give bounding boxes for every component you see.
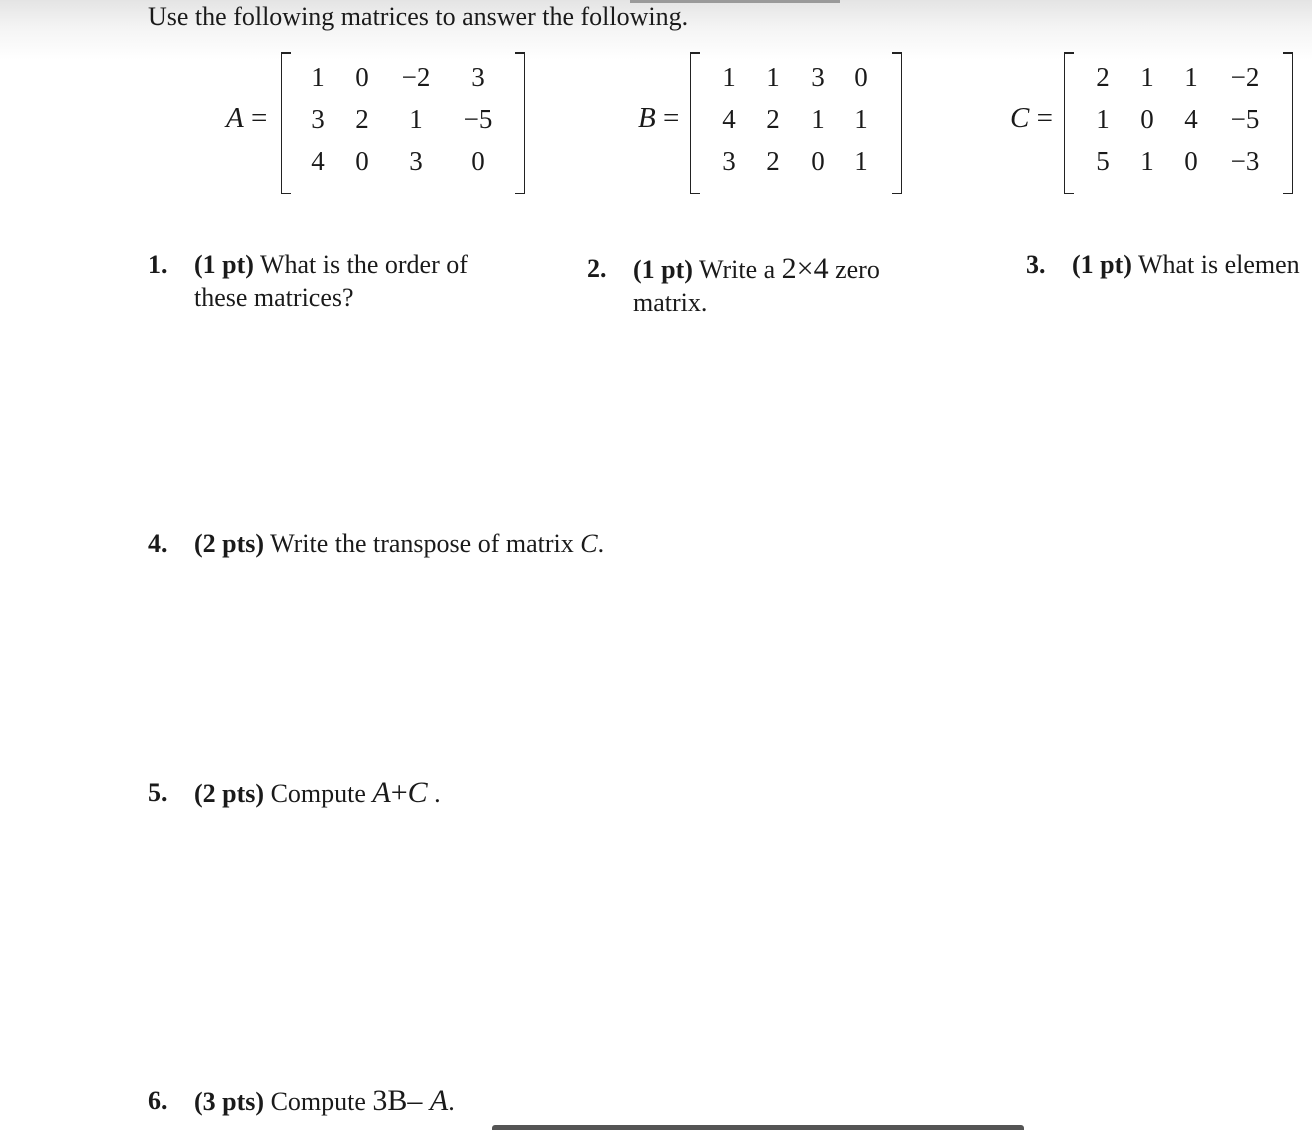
matrix-cell: 3 (311, 104, 325, 134)
question-number: 1. (148, 250, 168, 279)
question-number: 6. (148, 1086, 168, 1115)
question-text: Write the transpose of matrix (264, 529, 581, 558)
matrix-a (281, 52, 525, 194)
matrix-cell: 0 (1140, 104, 1154, 134)
matrix-cell: 1 (409, 104, 423, 134)
matrix-cell: −5 (463, 104, 493, 134)
matrix-cell: 2 (355, 104, 369, 134)
matrix-cell: 1 (311, 62, 325, 92)
matrix-cell: 1 (722, 62, 736, 92)
matrix-cell: 1 (766, 62, 780, 92)
question-number: 3. (1026, 250, 1046, 279)
matrix-cell: 1 (1140, 62, 1154, 92)
matrix-cell: 3 (471, 62, 485, 92)
matrix-a-label: A = (226, 102, 268, 134)
matrix-cell: 1 (1140, 146, 1154, 176)
matrix-cell: 4 (311, 146, 325, 176)
math-expression: A+C (372, 776, 428, 809)
matrix-variable: C (580, 529, 598, 558)
matrix-cell: 2 (766, 104, 780, 134)
question-text: What is elemen (1131, 250, 1300, 279)
question-text: zero (828, 255, 880, 284)
matrix-cell: 0 (811, 146, 825, 176)
question-text-line2: matrix. (633, 288, 708, 317)
matrix-cell: 1 (1096, 104, 1110, 134)
matrix-cell: −5 (1230, 104, 1260, 134)
math-expression: 2×4 (781, 252, 829, 285)
question-text: Compute (264, 779, 373, 808)
matrix-cell: 1 (811, 104, 825, 134)
question-points: (2 pts) (194, 529, 265, 558)
matrix-cell: 4 (722, 104, 736, 134)
matrix-cell: 1 (854, 146, 868, 176)
matrix-b (690, 52, 902, 194)
matrix-cell: 3 (811, 62, 825, 92)
matrix-cell: 3 (409, 146, 423, 176)
question-text: What is the order of (253, 250, 468, 279)
question-points: (1 pt) (633, 255, 693, 284)
matrix-cell: 1 (1184, 62, 1198, 92)
matrix-cell: 5 (1096, 146, 1110, 176)
question-number: 5. (148, 778, 168, 807)
matrix-cell: −2 (401, 62, 431, 92)
matrix-cell: 0 (471, 146, 485, 176)
matrix-cell: −2 (1230, 62, 1260, 92)
matrix-b-label: B = (638, 102, 680, 134)
matrix-c-label: C = (1010, 102, 1053, 134)
matrix-cell: 3 (722, 146, 736, 176)
matrix-cell: 2 (766, 146, 780, 176)
question-points: (3 pts) (194, 1087, 265, 1116)
matrix-cell: 2 (1096, 62, 1110, 92)
bottom-edge-bar (492, 1125, 1024, 1130)
matrix-cell: 0 (355, 146, 369, 176)
matrix-cell: 4 (1184, 104, 1198, 134)
question-points: (2 pts) (194, 779, 265, 808)
question-points: (1 pt) (194, 250, 254, 279)
matrix-cell: −3 (1230, 146, 1260, 176)
question-text: Write a (692, 255, 782, 284)
matrix-c (1064, 52, 1293, 194)
intro-text: Use the following matrices to answer the following. (148, 2, 689, 31)
question-number: 4. (148, 529, 168, 558)
matrix-cell: 0 (355, 62, 369, 92)
matrix-cell: 0 (854, 62, 868, 92)
matrix-cell: 1 (854, 104, 868, 134)
question-number: 2. (587, 254, 607, 283)
question-text: Compute (264, 1087, 373, 1116)
question-points: (1 pt) (1072, 250, 1132, 279)
matrix-cell: 0 (1184, 146, 1198, 176)
question-text-line2: these matrices? (194, 283, 354, 312)
math-expression: 3B– A (372, 1084, 449, 1117)
